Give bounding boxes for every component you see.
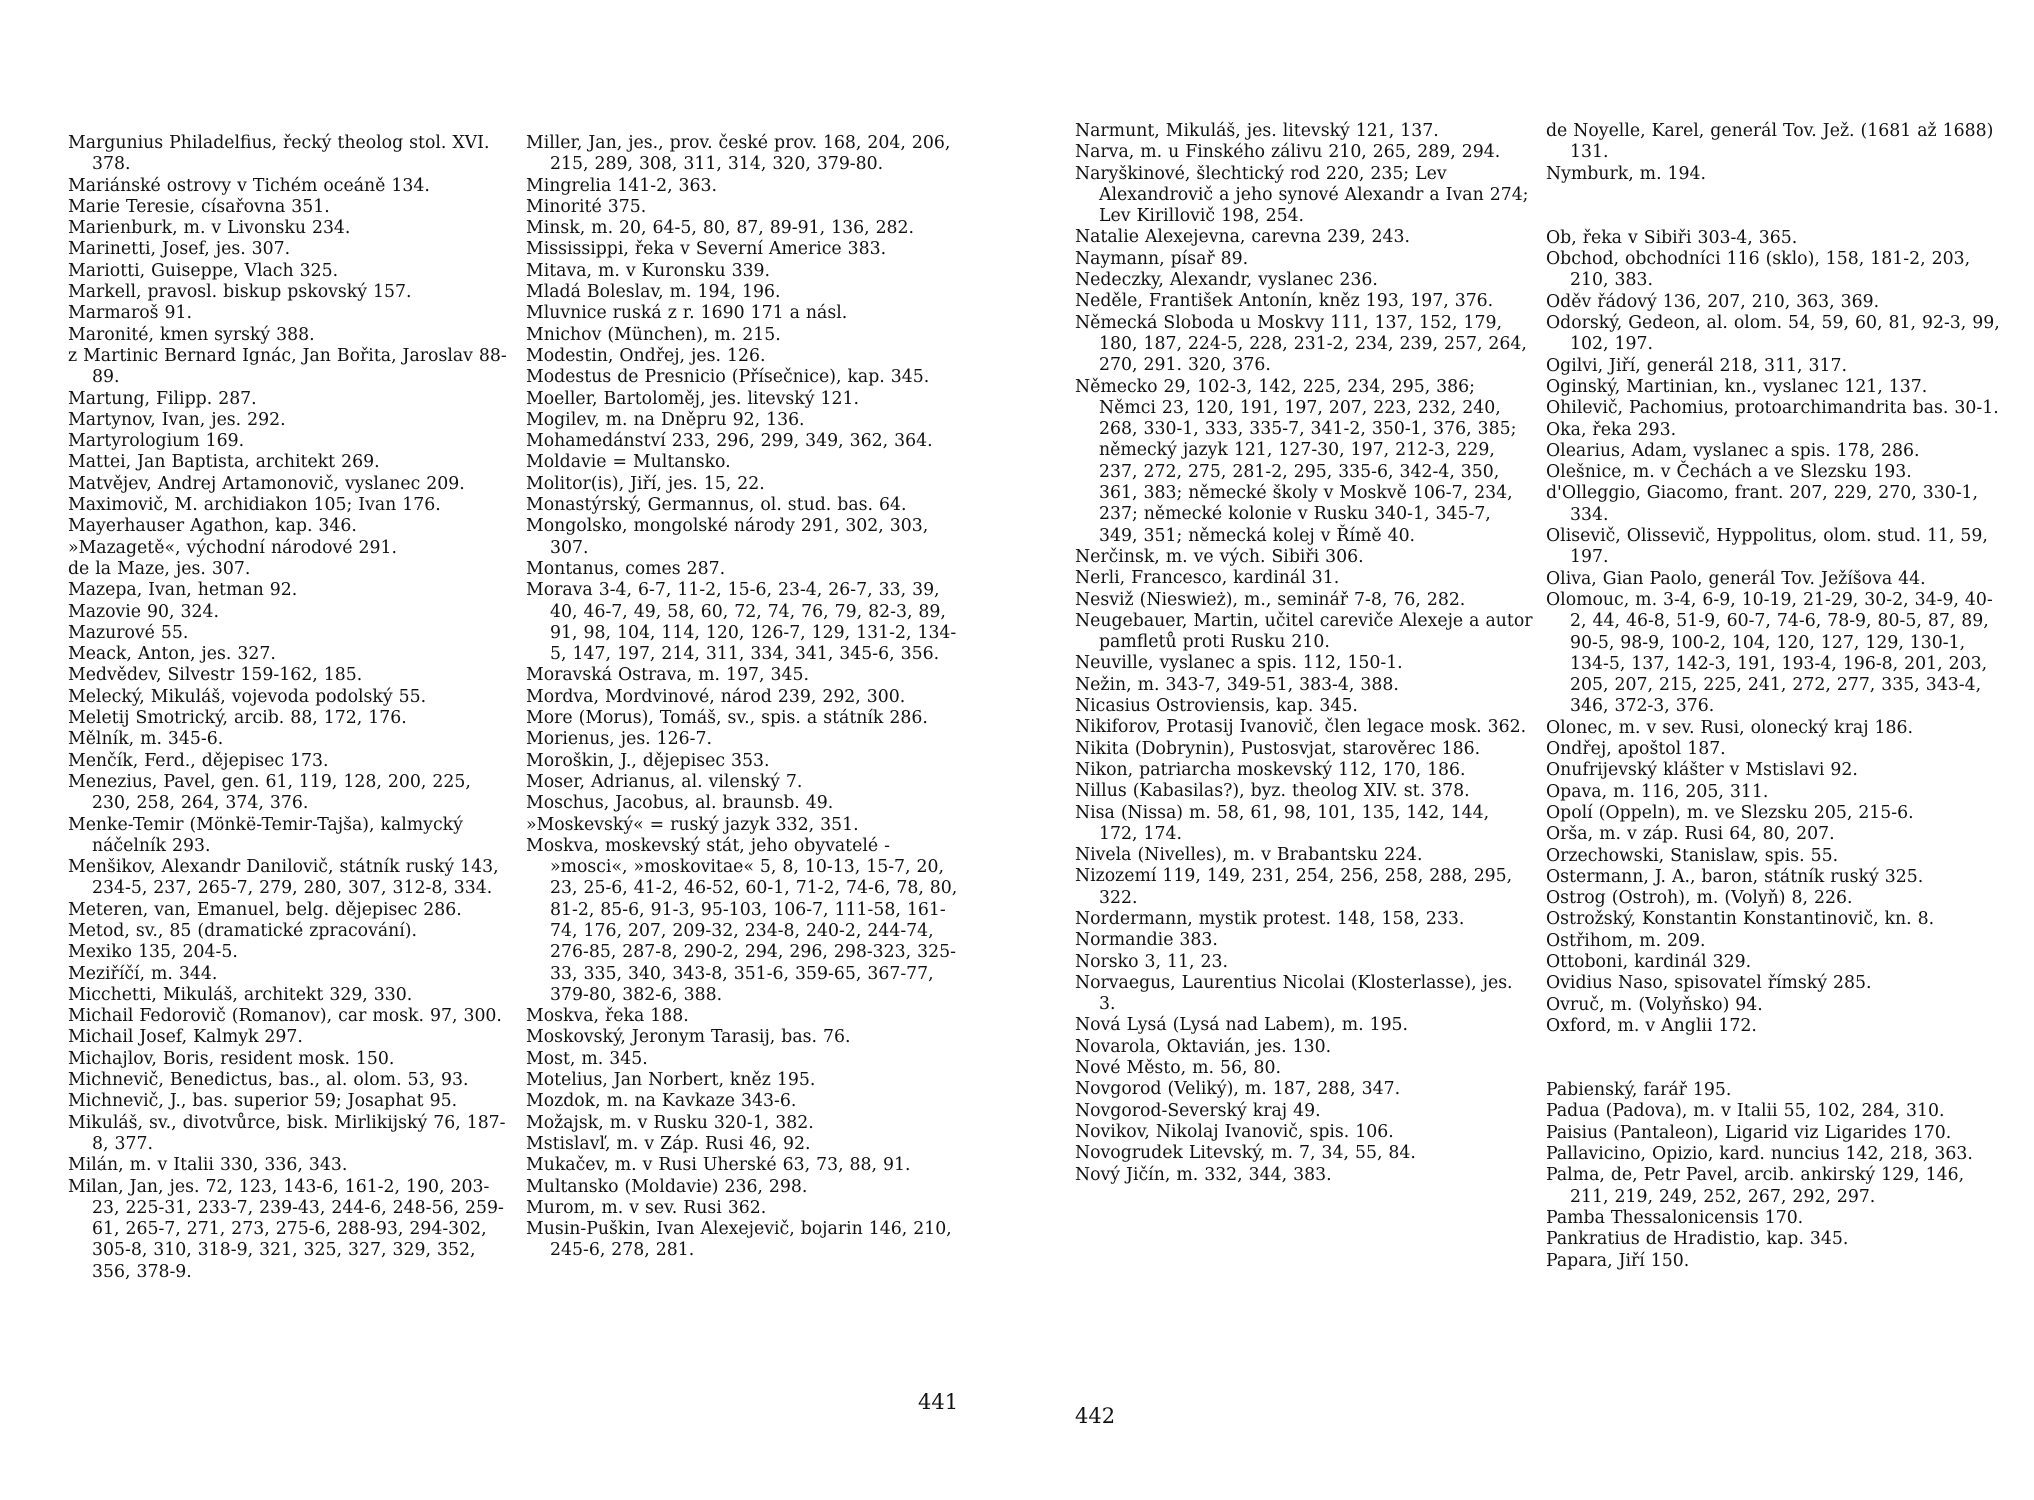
index-entry: Pabienský, farář 195. bbox=[1546, 1080, 1732, 1101]
index-entry: Palma, de, Petr Pavel, arcib. ankirský 129, 146, 211, 219, 249, 252, 267, 292, 297. bbox=[1546, 1165, 1965, 1207]
index-entry: Mluvnice ruská z r. 1690 171 a násl. bbox=[526, 303, 848, 324]
index-entry: Nikita (Dobrynin), Pustosvjat, starověrec 186. bbox=[1075, 738, 1481, 759]
index-entry: Naryškinové, šlechtický rod 220, 235; Lev Alexandrovič a jeho synové Alexandr a Ivan 274; Lev Kirillovič 198, 254. bbox=[1075, 163, 1529, 227]
index-entry: Onufrijevský klášter v Mstislavi 92. bbox=[1546, 760, 1858, 781]
index-entry: Odorský, Gedeon, al. olom. 54, 59, 60, 81, 92-3, 99, 102, 197. bbox=[1546, 313, 2000, 355]
index-entry: Maronité, kmen syrský 388. bbox=[68, 324, 315, 345]
index-entry: Norsko 3, 11, 23. bbox=[1075, 951, 1228, 972]
index-entry: Moskva, řeka 188. bbox=[526, 1006, 689, 1027]
index-entry: Ogilvi, Jiří, generál 218, 311, 317. bbox=[1546, 355, 1847, 376]
index-entry: Marmaroš 91. bbox=[68, 303, 192, 324]
index-entry: Monastýrský, Germannus, ol. stud. bas. 64. bbox=[526, 495, 907, 516]
index-entry: Nový Jičín, m. 332, 344, 383. bbox=[1075, 1164, 1332, 1185]
index-entry: Opolí (Oppeln), m. ve Slezsku 205, 215-6. bbox=[1546, 802, 1914, 823]
index-entry: Michail Josef, Kalmyk 297. bbox=[68, 1027, 303, 1048]
index-entry: Norvaegus, Laurentius Nicolai (Klosterlasse), jes. 3. bbox=[1075, 972, 1513, 1015]
index-entry: Menčík, Ferd., dějepisec 173. bbox=[68, 750, 329, 771]
index-entry: Pankratius de Hradistio, kap. 345. bbox=[1546, 1229, 1849, 1250]
index-entry: Mazurové 55. bbox=[68, 622, 189, 643]
index-entry: Micchetti, Mikuláš, architekt 329, 330. bbox=[68, 984, 413, 1005]
index-entry: Neuville, vyslanec a spis. 112, 150-1. bbox=[1075, 653, 1403, 674]
index-entry: Modestus de Presnicio (Přísečnice), kap. 345. bbox=[526, 367, 930, 388]
letter-gap bbox=[1546, 185, 2003, 228]
index-entry: Pamba Thessalonicensis 170. bbox=[1546, 1207, 1804, 1228]
index-entry: Medvědev, Silvestr 159-162, 185. bbox=[68, 665, 363, 686]
index-entry: Mikuláš, sv., divotvůrce, bisk. Mirlikijský 76, 187-8, 377. bbox=[68, 1112, 506, 1154]
right-page bbox=[1017, 0, 2034, 1500]
index-entry: Mazepa, Ivan, hetman 92. bbox=[68, 580, 298, 601]
index-entry: Martung, Filipp. 287. bbox=[68, 388, 257, 409]
index-entry: Moser, Adrianus, al. vilenský 7. bbox=[526, 771, 803, 792]
index-entry: Ostřihom, m. 209. bbox=[1546, 930, 1706, 951]
index-entry: d'Olleggio, Giacomo, frant. 207, 229, 270, 330-1, 334. bbox=[1546, 483, 1979, 525]
index-entry: Moschus, Jacobus, al. braunsb. 49. bbox=[526, 793, 834, 814]
index-entry: Novgorod (Veliký), m. 187, 288, 347. bbox=[1075, 1079, 1401, 1100]
index-entry: Meletij Smotrický, arcib. 88, 172, 176. bbox=[68, 708, 407, 729]
index-entry: Moroškin, J., dějepisec 353. bbox=[526, 750, 770, 771]
index-entry: Mukačev, m. v Rusi Uherské 63, 73, 88, 91. bbox=[526, 1155, 911, 1176]
index-entry: Novgorod-Severský kraj 49. bbox=[1075, 1100, 1321, 1121]
index-entry: Obchod, obchodníci 116 (sklo), 158, 181-2, 203, 210, 383. bbox=[1546, 249, 1971, 291]
index-entry: Multansko (Moldavie) 236, 298. bbox=[526, 1176, 808, 1197]
index-column-left-1 bbox=[68, 133, 513, 1283]
index-entry: Margunius Philadelfius, řecký theolog stol. XVI. 378. bbox=[68, 133, 490, 175]
index-entry: Nikon, patriarcha moskevský 112, 170, 186. bbox=[1075, 759, 1466, 780]
index-entry: Olomouc, m. 3-4, 6-9, 10-19, 21-29, 30-2, 34-9, 40-2, 44, 46-8, 51-9, 60-7, 74-6, 78-9, 80-5, 87, 89, 90-5, 98-9, 100-2, 104, 120, 127, 129, 130-1, 134-5, 137, 142-3, 191, 193-4, 196-8, 201, 203, 205, 207, 215, 225, 241, 272, 277, 335, 343-4, 346, 372-3, 376. bbox=[1546, 589, 1993, 717]
index-entry: Narva, m. u Finského zálivu 210, 265, 289, 294. bbox=[1075, 142, 1501, 163]
index-entry: Nivela (Nivelles), m. v Brabantsku 224. bbox=[1075, 845, 1423, 866]
index-entry: Mozdok, m. na Kavkaze 343-6. bbox=[526, 1091, 797, 1112]
index-entry: Olisevič, Olissevič, Hyppolitus, olom. stud. 11, 59, 197. bbox=[1546, 526, 1988, 568]
index-entry: Mattei, Jan Baptista, architekt 269. bbox=[68, 452, 380, 473]
index-entry: Mstislavľ, m. v Záp. Rusi 46, 92. bbox=[526, 1133, 811, 1154]
index-entry: Nikiforov, Protasij Ivanovič, člen legace mosk. 362. bbox=[1075, 717, 1527, 738]
index-entry: Modestin, Ondřej, jes. 126. bbox=[526, 345, 766, 366]
index-entry: Mohamedánství 233, 296, 299, 349, 362, 364. bbox=[526, 431, 933, 452]
index-entry: Narmunt, Mikuláš, jes. litevský 121, 137. bbox=[1075, 121, 1439, 141]
index-entry: Morava 3-4, 6-7, 11-2, 15-6, 23-4, 26-7, 33, 39, 40, 46-7, 49, 58, 60, 72, 74, 76, 79, 82-3, 89, 91, 98, 104, 114, 120, 126-7, 129, 131-2, 134-5, 147, 197, 214, 311, 334, 341, 345-6, 356. bbox=[526, 580, 957, 665]
index-entry: Nové Město, m. 56, 80. bbox=[1075, 1058, 1281, 1079]
index-entry: Oxford, m. v Anglii 172. bbox=[1546, 1015, 1757, 1036]
index-entry: Orša, m. v záp. Rusi 64, 80, 207. bbox=[1546, 824, 1835, 845]
index-entry: Melecký, Mikuláš, vojevoda podolský 55. bbox=[68, 686, 427, 707]
index-entry: de Noyelle, Karel, generál Tov. Jež. (1681 až 1688) 131. bbox=[1546, 121, 1994, 163]
index-entry: Nedeczky, Alexandr, vyslanec 236. bbox=[1075, 270, 1378, 291]
index-entry: Mississippi, řeka v Severní Americe 383. bbox=[526, 239, 887, 260]
page-number-left: 441 bbox=[918, 1390, 959, 1414]
index-entry: Novogrudek Litevský, m. 7, 34, 55, 84. bbox=[1075, 1143, 1416, 1164]
index-entry: Paisius (Pantaleon), Ligarid viz Ligarides 170. bbox=[1546, 1122, 1952, 1143]
letter-gap bbox=[1546, 1037, 2003, 1080]
index-entry: z Martinic Bernard Ignác, Jan Bořita, Jaroslav 88-89. bbox=[68, 345, 507, 388]
index-entry: More (Morus), Tomáš, sv., spis. a státník 286. bbox=[526, 708, 928, 729]
index-entry: Maximovič, M. archidiakon 105; Ivan 176. bbox=[68, 495, 441, 516]
index-entry: Oliva, Gian Paolo, generál Tov. Ježíšova 44. bbox=[1546, 568, 1926, 589]
index-entry: Minsk, m. 20, 64-5, 80, 87, 89-91, 136, 282. bbox=[526, 218, 915, 239]
index-entry: Neugebauer, Martin, učitel careviče Alexeje a autor pamfletů proti Rusku 210. bbox=[1075, 610, 1533, 653]
index-entry: Murom, m. v sev. Rusi 362. bbox=[526, 1197, 767, 1218]
index-entry: Ohilevič, Pachomius, protoarchimandrita bas. 30-1. bbox=[1546, 398, 1999, 419]
index-entry: Nizozemí 119, 149, 231, 254, 256, 258, 288, 295, 322. bbox=[1075, 866, 1513, 908]
index-entry: Ovidius Naso, spisovatel římský 285. bbox=[1546, 973, 1872, 994]
index-entry: Oginský, Martinian, kn., vyslanec 121, 137. bbox=[1546, 376, 1928, 397]
index-entry: Morienus, jes. 126-7. bbox=[526, 729, 712, 750]
index-entry: Molitor(is), Jiří, jes. 15, 22. bbox=[526, 473, 765, 494]
index-entry: Miller, Jan, jes., prov. české prov. 168, 204, 206, 215, 289, 308, 311, 314, 320, 379-80. bbox=[526, 133, 951, 175]
index-entry: »Mazagetě«, východní národové 291. bbox=[68, 537, 397, 558]
index-entry: Padua (Padova), m. v Italii 55, 102, 284, 310. bbox=[1546, 1101, 1945, 1122]
index-entry: Milan, Jan, jes. 72, 123, 143-6, 161-2, 190, 203-23, 225-31, 233-7, 239-43, 244-6, 248-56, 259-61, 265-7, 271, 273, 275-6, 288-93, 294-302, 305-8, 310, 318-9, 321, 325, 327, 329, 352, 356, 378-9. bbox=[68, 1176, 504, 1282]
index-column-left-2 bbox=[526, 133, 963, 1262]
index-entry: Moldavie = Multansko. bbox=[526, 452, 731, 473]
index-entry: Ostermann, J. A., baron, státník ruský 325. bbox=[1546, 866, 1924, 887]
index-entry: Montanus, comes 287. bbox=[526, 558, 726, 579]
index-entry: Normandie 383. bbox=[1075, 930, 1218, 951]
index-entry: Nordermann, mystik protest. 148, 158, 233. bbox=[1075, 908, 1465, 929]
index-entry: Menezius, Pavel, gen. 61, 119, 128, 200, 225, 230, 258, 264, 374, 376. bbox=[68, 771, 471, 814]
index-entry: Meteren, van, Emanuel, belg. dějepisec 286. bbox=[68, 899, 462, 920]
index-entry: Novarola, Oktavián, jes. 130. bbox=[1075, 1036, 1332, 1057]
index-entry: Natalie Alexejevna, carevna 239, 243. bbox=[1075, 227, 1411, 248]
index-entry: Nesviž (Nieswież), m., seminář 7-8, 76, 282. bbox=[1075, 589, 1466, 610]
index-entry: Moskovský, Jeronym Tarasij, bas. 76. bbox=[526, 1027, 851, 1048]
index-entry: Metod, sv., 85 (dramatické zpracování). bbox=[68, 920, 418, 941]
index-entry: Ottoboni, kardinál 329. bbox=[1546, 951, 1752, 972]
index-entry: Naymann, písař 89. bbox=[1075, 248, 1249, 269]
index-entry: Pallavicino, Opizio, kard. nuncius 142, 218, 363. bbox=[1546, 1144, 1973, 1165]
index-entry: Olearius, Adam, vyslanec a spis. 178, 286. bbox=[1546, 440, 1920, 461]
index-entry: Michajlov, Boris, resident mosk. 150. bbox=[68, 1048, 395, 1069]
index-entry: Možajsk, m. v Rusku 320-1, 382. bbox=[526, 1112, 814, 1133]
index-entry: Mitava, m. v Kuronsku 339. bbox=[526, 260, 771, 281]
index-entry: Mordva, Mordvinové, národ 239, 292, 300. bbox=[526, 686, 906, 707]
index-entry: Moravská Ostrava, m. 197, 345. bbox=[526, 665, 809, 686]
index-entry: Nymburk, m. 194. bbox=[1546, 163, 1707, 184]
index-entry: Mogilev, m. na Dněpru 92, 136. bbox=[526, 409, 805, 430]
index-entry: Nová Lysá (Lysá nad Labem), m. 195. bbox=[1075, 1015, 1409, 1036]
index-entry: Mayerhauser Agathon, kap. 346. bbox=[68, 516, 357, 537]
index-entry: Nisa (Nissa) m. 58, 61, 98, 101, 135, 142, 144, 172, 174. bbox=[1075, 802, 1490, 844]
index-entry: Mexiko 135, 204-5. bbox=[68, 942, 238, 963]
index-entry: Nežin, m. 343-7, 349-51, 383-4, 388. bbox=[1075, 674, 1399, 695]
index-entry: Musin-Puškin, Ivan Alexejevič, bojarin 146, 210, 245-6, 278, 281. bbox=[526, 1219, 952, 1261]
index-entry: Mělník, m. 345-6. bbox=[68, 729, 224, 750]
index-entry: Markell, pravosl. biskup pskovský 157. bbox=[68, 282, 412, 303]
index-entry: Martynov, Ivan, jes. 292. bbox=[68, 409, 286, 430]
index-entry: Ondřej, apoštol 187. bbox=[1546, 739, 1726, 760]
index-entry: Meack, Anton, jes. 327. bbox=[68, 644, 276, 665]
index-entry: Mongolsko, mongolské národy 291, 302, 303, 307. bbox=[526, 516, 929, 558]
index-entry: Matvějev, Andrej Artamonovič, vyslanec 209. bbox=[68, 473, 465, 494]
index-column-right-2 bbox=[1546, 121, 2003, 1272]
index-entry: Nerčinsk, m. ve vých. Sibiři 306. bbox=[1075, 546, 1364, 567]
index-entry: Nillus (Kabasilas?), byz. theolog XIV. st. 378. bbox=[1075, 781, 1470, 802]
index-entry: Mariánské ostrovy v Tichém oceáně 134. bbox=[68, 175, 430, 196]
index-entry: Menke-Temir (Mönkë-Temir-Tajša), kalmycký náčelník 293. bbox=[68, 814, 463, 856]
index-entry: Meziříčí, m. 344. bbox=[68, 963, 218, 984]
index-entry: Německá Sloboda u Moskvy 111, 137, 152, 179, 180, 187, 224-5, 228, 231-2, 234, 239, 257, 264, 270, 291. 320, 376. bbox=[1075, 312, 1527, 376]
index-entry: Německo 29, 102-3, 142, 225, 234, 295, 386; Němci 23, 120, 191, 197, 207, 223, 232, 240, 268, 330-1, 333, 335-7, 341-2, 350-1, 376, 385; německý jazyk 121, 127-30, 197, 212-3, 229, 237, 272, 275, 281-2, 295, 335-6, 342-4, 350, 361, 383; německé školy v Moskvě 106-7, 234, 237; německé kolonie v Rusku 340-1, 345-7, 349, 351; německá kolej v Římě 40. bbox=[1075, 376, 1517, 546]
index-entry: Orzechowski, Stanislaw, spis. 55. bbox=[1546, 845, 1839, 866]
index-entry: Olonec, m. v sev. Rusi, olonecký kraj 186. bbox=[1546, 717, 1914, 738]
index-entry: Menšikov, Alexandr Danilovič, státník ruský 143, 234-5, 237, 265-7, 279, 280, 307, 312-8, 334. bbox=[68, 857, 499, 899]
index-entry: Nicasius Ostroviensis, kap. 345. bbox=[1075, 696, 1358, 717]
index-entry: Ovruč, m. (Volyňsko) 94. bbox=[1546, 994, 1763, 1015]
index-entry: Novikov, Nikolaj Ivanovič, spis. 106. bbox=[1075, 1121, 1394, 1142]
index-entry: Motelius, Jan Norbert, kněz 195. bbox=[526, 1070, 816, 1091]
index-entry: Mnichov (München), m. 215. bbox=[526, 324, 781, 345]
index-entry: Papara, Jiří 150. bbox=[1546, 1250, 1690, 1271]
index-entry: Michnevič, Benedictus, bas., al. olom. 53, 93. bbox=[68, 1070, 469, 1091]
index-entry: Ob, řeka v Sibiři 303-4, 365. bbox=[1546, 227, 1798, 248]
index-entry: Moskva, moskevský stát, jeho obyvatelé - »mosci«, »moskovitae« 5, 8, 10-13, 15-7, 20, 23, 25-6, 41-2, 46-52, 60-1, 71-2, 74-6, 78, 80, 81-2, 85-6, 91-3, 95-103, 106-7, 111-58, 161-74, 176, 207, 209-32, 234-8, 240-2, 244-74, 276-85, 287-8, 290-2, 294, 296, 298-323, 325-33, 335, 340, 343-8, 351-6, 359-65, 367-77, 379-80, 382-6, 388. bbox=[526, 835, 958, 1005]
index-entry: Martyrologium 169. bbox=[68, 431, 245, 452]
index-entry: Marienburk, m. v Livonsku 234. bbox=[68, 218, 351, 239]
index-entry: Mladá Boleslav, m. 194, 196. bbox=[526, 282, 781, 303]
index-entry: Marinetti, Josef, jes. 307. bbox=[68, 239, 291, 260]
index-entry: Neděle, František Antonín, kněz 193, 197, 376. bbox=[1075, 291, 1494, 312]
index-entry: Most, m. 345. bbox=[526, 1048, 648, 1069]
index-entry: Opava, m. 116, 205, 311. bbox=[1546, 781, 1769, 802]
index-entry: Oka, řeka 293. bbox=[1546, 419, 1677, 440]
page-number-right: 442 bbox=[1075, 1404, 1116, 1428]
index-entry: Mingrelia 141-2, 363. bbox=[526, 175, 718, 196]
index-entry: Moeller, Bartoloměj, jes. litevský 121. bbox=[526, 388, 859, 409]
index-entry: Ostrog (Ostroh), m. (Volyň) 8, 226. bbox=[1546, 888, 1853, 909]
index-entry: Olešnice, m. v Čechách a ve Slezsku 193. bbox=[1546, 462, 1912, 483]
index-entry: Milán, m. v Italii 330, 336, 343. bbox=[68, 1155, 348, 1176]
index-entry: de la Maze, jes. 307. bbox=[68, 558, 251, 579]
index-entry: Minorité 375. bbox=[526, 196, 647, 217]
index-entry: Michnevič, J., bas. superior 59; Josaphat 95. bbox=[68, 1091, 458, 1112]
index-entry: Oděv řádový 136, 207, 210, 363, 369. bbox=[1546, 291, 1880, 312]
index-entry: »Moskevský« = ruský jazyk 332, 351. bbox=[526, 814, 859, 835]
index-column-right-1 bbox=[1075, 121, 1533, 1186]
index-entry: Marie Teresie, císařovna 351. bbox=[68, 196, 330, 217]
index-entry: Mariotti, Guiseppe, Vlach 325. bbox=[68, 260, 339, 281]
index-entry: Michail Fedorovič (Romanov), car mosk. 97, 300. bbox=[68, 1006, 502, 1027]
index-entry: Ostrožský, Konstantin Konstantinovič, kn. 8. bbox=[1546, 909, 1935, 930]
index-entry: Nerli, Francesco, kardinál 31. bbox=[1075, 568, 1340, 589]
index-entry: Mazovie 90, 324. bbox=[68, 601, 219, 622]
